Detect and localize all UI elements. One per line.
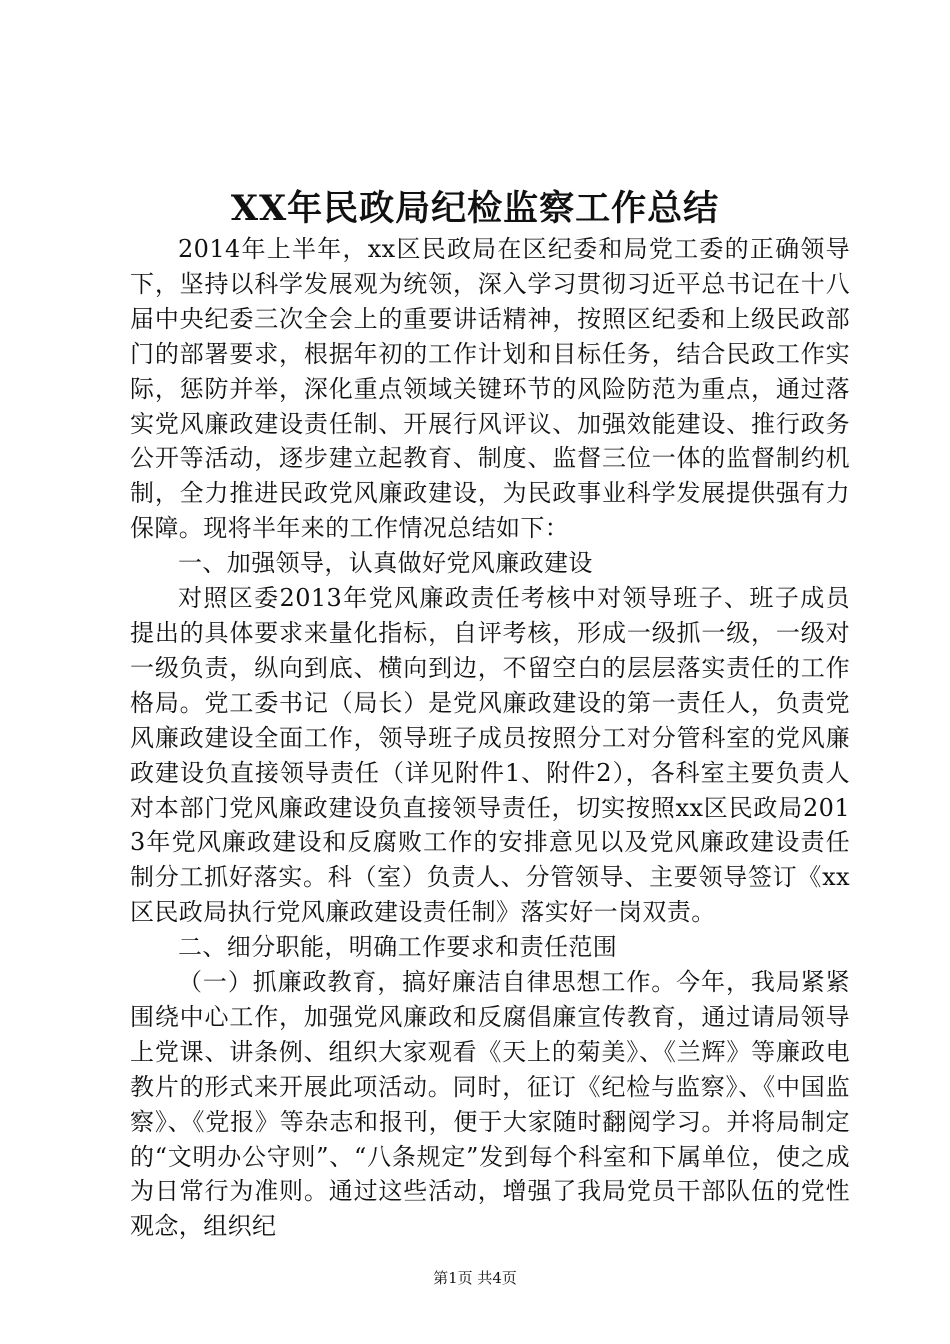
paragraph-intro: 2014年上半年，xx区民政局在区纪委和局党工委的正确领导下，坚持以科学发展观为统领，深入学习贯彻习近平总书记在十八届中央纪委三次全会上的重要讲话精神，按照区纪委和上级民政部门的部署要求，根据年初的工作计划和目标任务，结合民政工作实际，惩防并举，深化重点领域关键环节的风险防范为重点，通过落实党风廉政建设责任制、开展行风评议、加强效能建设、推行政务公开等活动，逐步建立起教育、制度、监督三位一体的监督制约机制，全力推进民政党风廉政建设，为民政事业科学发展提供强有力保障。现将半年来的工作情况总结如下： <box>130 235 850 543</box>
paragraph-section-2-1: （一）抓廉政教育，搞好廉洁自律思想工作。今年，我局紧紧围绕中心工作，加强党风廉政和反腐倡廉宣传教育，通过请局领导上党课、讲条例、组织大家观看《天上的菊美》、《兰辉》等廉政电教片的形式来开展此项活动。同时，征订《纪检与监察》、《中国监察》、《党报》等杂志和报刊，便于大家随时翻阅学习。并将局制定的“文明办公守则”、“八条规定”发到每个科室和下属单位，使之成为日常行为准则。通过这些活动，增强了我局党员干部队伍的党性观念，组织纪 <box>130 968 850 1241</box>
page-footer: 第1页 共4页 <box>433 1269 517 1287</box>
document-title: XX年民政局纪检监察工作总结 <box>230 188 720 229</box>
document-body <box>130 232 850 1244</box>
section-heading-2: 二、细分职能，明确工作要求和责任范围 <box>178 933 618 962</box>
paragraph-section-1: 对照区委2013年党风廉政责任考核中对领导班子、班子成员提出的具体要求来量化指标，自评考核，形成一级抓一级，一级对一级负责，纵向到底、横向到边，不留空白的层层落实责任的工作格局。党工委书记（局长）是党风廉政建设的第一责任人，负责党风廉政建设全面工作，领导班子成员按照分工对分管科室的党风廉政建设负直接领导责任（详见附件1、附件2），各科室主要负责人对本部门党风廉政建设负直接领导责任，切实按照xx区民政局2013年党风廉政建设和反腐败工作的安排意见以及党风廉政建设责任制分工抓好落实。科（室）负责人、分管领导、主要领导签订《xx区民政局执行党风廉政建设责任制》落实好一岗双责。 <box>130 584 850 927</box>
section-heading-1: 一、加强领导，认真做好党风廉政建设 <box>178 549 593 578</box>
